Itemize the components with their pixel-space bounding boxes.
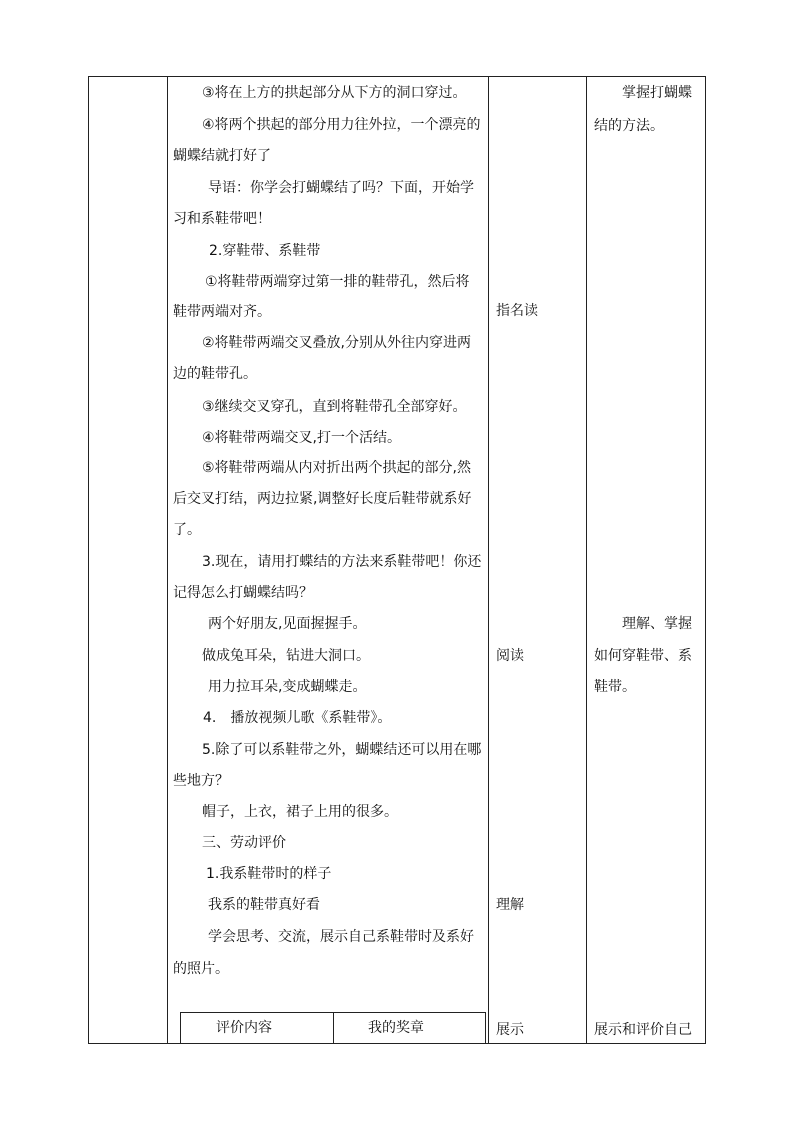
content-line: 了。 (173, 522, 201, 538)
content-line: 3.现在，请用打蝶结的方法来系鞋带吧！你还 (202, 554, 482, 570)
design-intent-line: 结的方法。 (594, 118, 664, 134)
content-line: 两个好朋友,见面握握手。 (208, 616, 367, 632)
design-intent-line: 鞋带。 (594, 679, 636, 695)
content-line: 学会思考、交流，展示自己系鞋带时及系好 (208, 929, 474, 945)
content-line: 导语：你学会打蝴蝶结了吗？下面，开始学 (208, 180, 474, 196)
content-line: 2.穿鞋带、系鞋带 (209, 243, 321, 259)
eval-header-medal: 我的奖章 (368, 1020, 424, 1036)
eval-header-content: 评价内容 (216, 1020, 272, 1036)
content-line: 边的鞋带孔。 (173, 366, 257, 382)
content-line: 5.除了可以系鞋带之外，蝴蝶结还可以用在哪 (202, 742, 482, 758)
content-line: 1.我系鞋带时的样子 (206, 866, 332, 882)
content-line: ④将鞋带两端交叉,打一个活结。 (202, 430, 402, 446)
column-divider-1 (167, 76, 168, 1044)
column-divider-3 (586, 76, 587, 1044)
content-line: 的照片。 (173, 961, 229, 977)
content-line: 记得怎么打蝴蝶结吗？ (173, 585, 313, 601)
content-line: ⑤将鞋带两端从内对折出两个拱起的部分,然 (202, 460, 471, 476)
content-line: ③继续交叉穿孔，直到将鞋带孔全部穿好。 (202, 399, 467, 415)
content-line: ②将鞋带两端交叉叠放,分别从外往内穿进两 (202, 335, 471, 351)
student-activity: 阅读 (496, 648, 524, 664)
content-line: 些地方？ (173, 773, 229, 789)
content-line: 三、劳动评价 (202, 835, 286, 851)
content-line: ④将两个拱起的部分用力往外拉，一个漂亮的 (202, 117, 481, 133)
content-line: 鞋带两端对齐。 (173, 304, 271, 320)
content-line: 帽子，上衣，裙子上用的很多。 (202, 804, 398, 820)
design-intent-line: 掌握打蝴蝶 (622, 85, 692, 101)
content-line: 后交叉打结，两边拉紧,调整好长度后鞋带就系好 (173, 491, 472, 507)
content-line: 4. 播放视频儿歌《系鞋带》。 (203, 710, 392, 726)
column-divider-2 (488, 76, 489, 1044)
content-line: 蝴蝶结就打好了 (173, 148, 271, 164)
evaluation-table-divider (333, 1012, 334, 1044)
student-activity: 指名读 (496, 303, 538, 319)
design-intent-line: 理解、掌握 (622, 616, 692, 632)
design-intent-line: 展示和评价自己 (594, 1022, 692, 1038)
content-line: 用力拉耳朵,变成蝴蝶走。 (208, 679, 367, 695)
student-activity: 理解 (496, 897, 524, 913)
content-line: 做成兔耳朵，钻进大洞口。 (202, 648, 370, 664)
content-line: ③将在上方的拱起部分从下方的洞口穿过。 (202, 85, 467, 101)
design-intent-line: 如何穿鞋带、系 (594, 648, 692, 664)
content-line: ①将鞋带两端穿过第一排的鞋带孔，然后将 (205, 274, 470, 290)
content-line: 习和系鞋带吧！ (173, 211, 271, 227)
student-activity: 展示 (496, 1022, 524, 1038)
content-line: 我系的鞋带真好看 (208, 897, 320, 913)
